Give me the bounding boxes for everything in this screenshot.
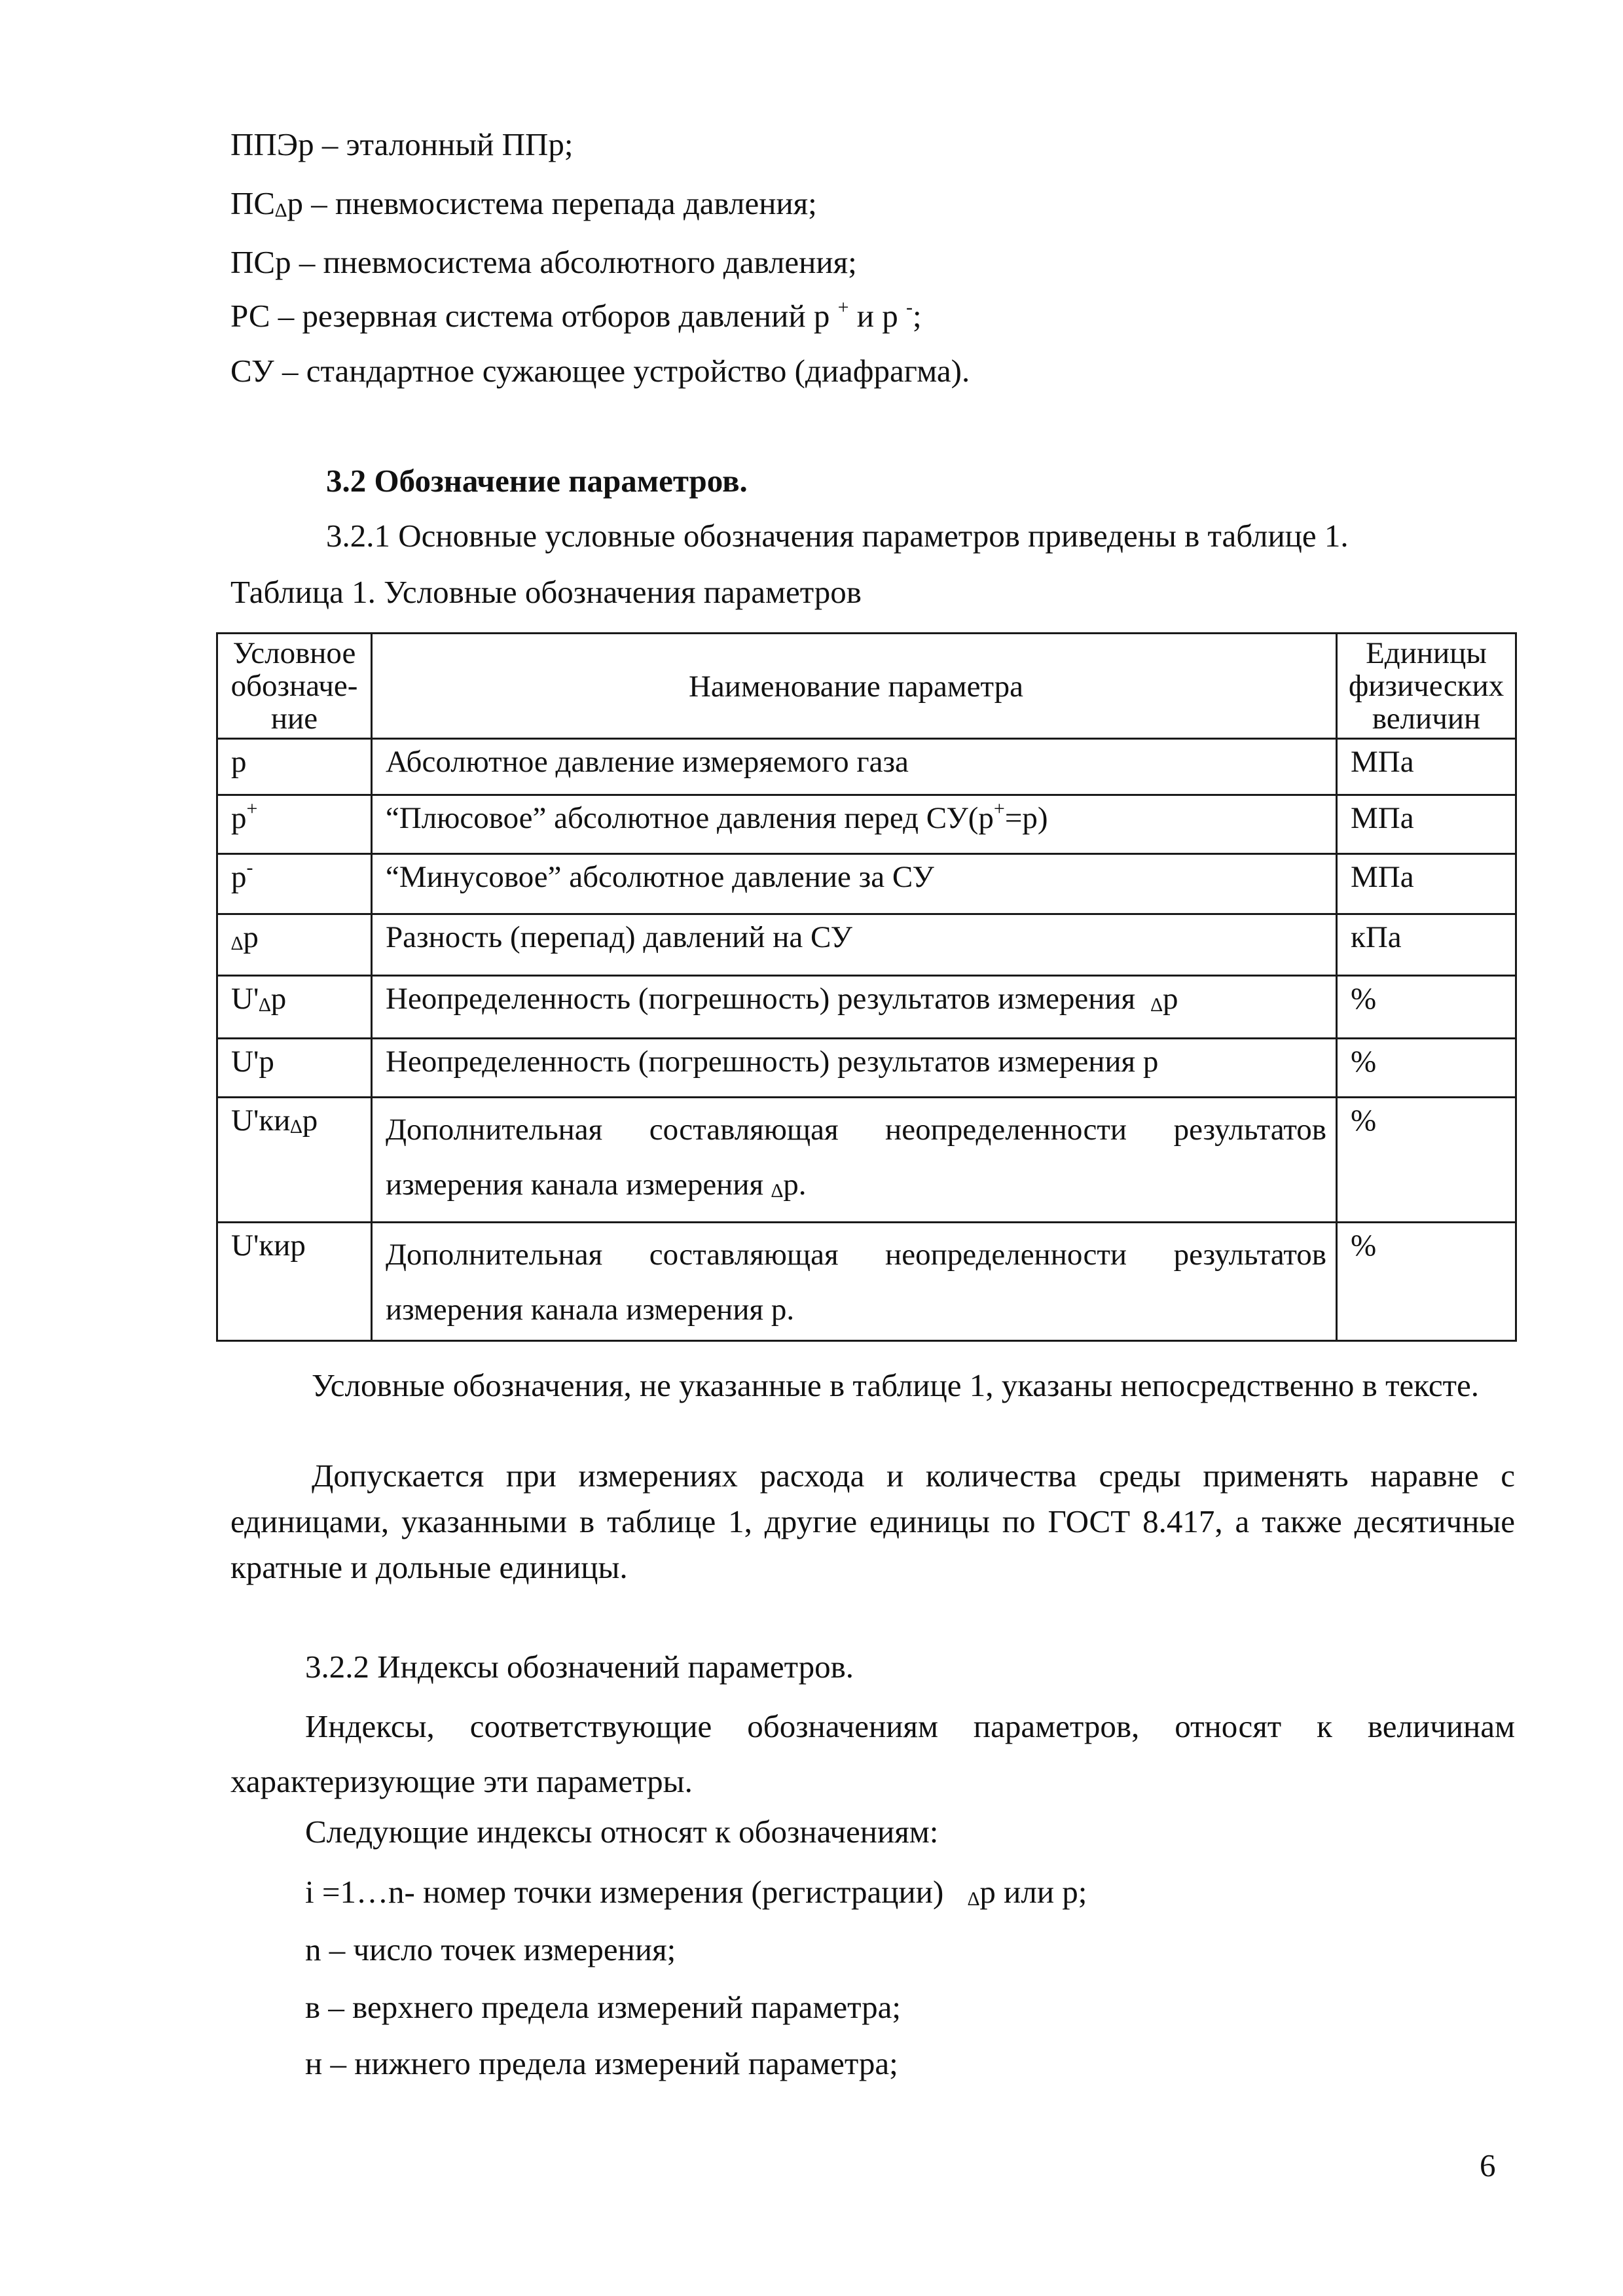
abbr-text: – резервная система отборов давлений р (270, 298, 838, 334)
header-units-line: Единицы (1366, 636, 1487, 670)
abbr-symbol: РС (230, 298, 270, 334)
symbol-prefix: U'ки (231, 1103, 291, 1138)
table-row (217, 1223, 1516, 1341)
symbol-base: р (270, 982, 287, 1016)
index-text: i =1…n- номер точки измерения (регистрации) (305, 1874, 952, 1910)
cell-unit: МПа (1337, 854, 1516, 914)
cell-unit: % (1337, 1039, 1516, 1098)
abbr-text: – стандартное сужающее устройство (диафрагма). (274, 353, 970, 389)
header-symbol-line: Условное (232, 636, 356, 670)
index-i (305, 1873, 1087, 1918)
cell-symbol (217, 795, 372, 854)
delta-symbol: ∆ (231, 933, 244, 954)
cell-symbol (217, 1098, 372, 1223)
cell-name: Абсолютное давление измеряемого газа (372, 739, 1337, 795)
header-units (1337, 634, 1516, 739)
abbr-text: – пневмосистема абсолютного давления; (291, 244, 857, 280)
superscript-plus: + (246, 798, 258, 819)
name-part: р. (783, 1168, 807, 1202)
delta-symbol: ∆ (290, 1116, 302, 1138)
delta-symbol: ∆ (771, 1180, 784, 1202)
cell-unit: МПа (1337, 795, 1516, 854)
name-part: =р) (1004, 801, 1048, 835)
abbr-psr (230, 243, 857, 281)
parameters-table (216, 632, 1517, 1342)
table-row (217, 854, 1516, 914)
abbr-symbol: СУ (230, 353, 274, 389)
symbol-base: р (302, 1103, 318, 1138)
header-symbol-line: обозначе- (230, 669, 358, 703)
cell-unit: кПа (1337, 914, 1516, 976)
abbr-symbol-suffix: р (287, 185, 303, 221)
table-header-row (217, 634, 1516, 739)
index-text: р или р; (979, 1874, 1087, 1910)
cell-symbol (217, 914, 372, 976)
abbr-symbol: ПСр (230, 244, 291, 280)
abbr-text-mid: и р (848, 298, 906, 334)
delta-symbol: ∆ (259, 994, 271, 1016)
name-part: измерения канала измерения (386, 1168, 771, 1202)
cell-symbol (217, 976, 372, 1039)
indices-intro: Индексы, соответствующие обозначениям параметров, относят к величинам характеризующие эти параметры. (230, 1708, 1515, 1799)
delta-symbol: ∆ (968, 1888, 980, 1910)
header-units-line: физических (1348, 669, 1504, 703)
name-line: измерения канала измерения р. (386, 1293, 795, 1327)
delta-symbol: ∆ (1150, 994, 1163, 1016)
superscript-plus: + (993, 798, 1005, 819)
abbr-text-end: ; (912, 298, 922, 334)
header-symbol-line: ние (270, 702, 318, 736)
table-row (217, 1039, 1516, 1098)
table-row (217, 739, 1516, 795)
cell-name (372, 795, 1337, 854)
indices-lead: Следующие индексы относят к обозначениям: (305, 1814, 939, 1850)
cell-name (372, 1098, 1337, 1223)
symbol-prefix: U' (231, 982, 259, 1016)
abbr-su (230, 352, 970, 390)
header-symbol (217, 634, 372, 739)
section-title: 3.2 Обозначение параметров. (326, 463, 748, 499)
cell-symbol: р (217, 739, 372, 795)
name-line (386, 1157, 1326, 1219)
table-row (217, 976, 1516, 1039)
abbr-text: – пневмосистема перепада давления; (302, 185, 817, 221)
note-1: Условные обозначения, не указанные в таблице 1, указаны непосредственно в тексте. (312, 1367, 1479, 1403)
abbr-text: – эталонный ППр; (314, 126, 574, 162)
table-row (217, 1098, 1516, 1223)
abbr-psdp (230, 185, 817, 230)
abbr-symbol: ППЭр (230, 126, 314, 162)
table-row (217, 795, 1516, 854)
subsection-title: 3.2.2 Индексы обозначений параметров. (305, 1649, 854, 1685)
index-v: в – верхнего предела измерений параметра; (305, 1989, 901, 2025)
superscript-minus: - (246, 857, 253, 878)
superscript-minus: - (905, 296, 913, 318)
table-row (217, 914, 1516, 976)
cell-unit: МПа (1337, 739, 1516, 795)
name-part: Неопределенность (погрешность) результатов измерения (386, 982, 1143, 1016)
superscript-plus: + (837, 296, 849, 318)
header-name: Наименование параметра (372, 634, 1337, 739)
symbol-base: р (243, 920, 259, 954)
cell-symbol: U'кир (217, 1223, 372, 1341)
table-caption: Таблица 1. Условные обозначения параметров (230, 574, 862, 610)
section-intro: 3.2.1 Основные условные обозначения параметров приведены в таблице 1. (326, 518, 1349, 554)
index-h: н – нижнего предела измерений параметра; (305, 2045, 898, 2081)
cell-name (372, 976, 1337, 1039)
cell-name: “Минусовое” абсолютное давление за СУ (372, 854, 1337, 914)
name-part: р (1163, 982, 1178, 1016)
name-part: “Плюсовое” абсолютное давления перед СУ(р (386, 801, 994, 835)
cell-name (372, 1223, 1337, 1341)
abbr-rs (230, 297, 922, 335)
note-2: Допускается при измерениях расхода и количества среды применять наравне с единицами, указанными в таблице 1, другие единицы по ГОСТ 8.417, а также десятичные кратные и дольные единицы. (230, 1458, 1515, 1585)
symbol-base: р (231, 860, 247, 894)
cell-unit: % (1337, 976, 1516, 1039)
cell-unit: % (1337, 1223, 1516, 1341)
delta-symbol: ∆ (275, 200, 287, 221)
cell-unit: % (1337, 1098, 1516, 1223)
name-line: Дополнительная составляющая неопределенности результатов (386, 1113, 1326, 1147)
cell-symbol: U'р (217, 1039, 372, 1098)
abbr-ppe (230, 126, 574, 164)
page-number: 6 (1480, 2147, 1496, 2183)
cell-name: Неопределенность (погрешность) результатов измерения р (372, 1039, 1337, 1098)
name-line: Дополнительная составляющая неопределенности результатов (386, 1238, 1326, 1272)
abbr-symbol: ПС (230, 185, 276, 221)
cell-name: Разность (перепад) давлений на СУ (372, 914, 1337, 976)
index-n: n – число точек измерения; (305, 1931, 676, 1967)
cell-symbol (217, 854, 372, 914)
header-units-line: величин (1372, 702, 1481, 736)
symbol-base: р (231, 801, 247, 835)
